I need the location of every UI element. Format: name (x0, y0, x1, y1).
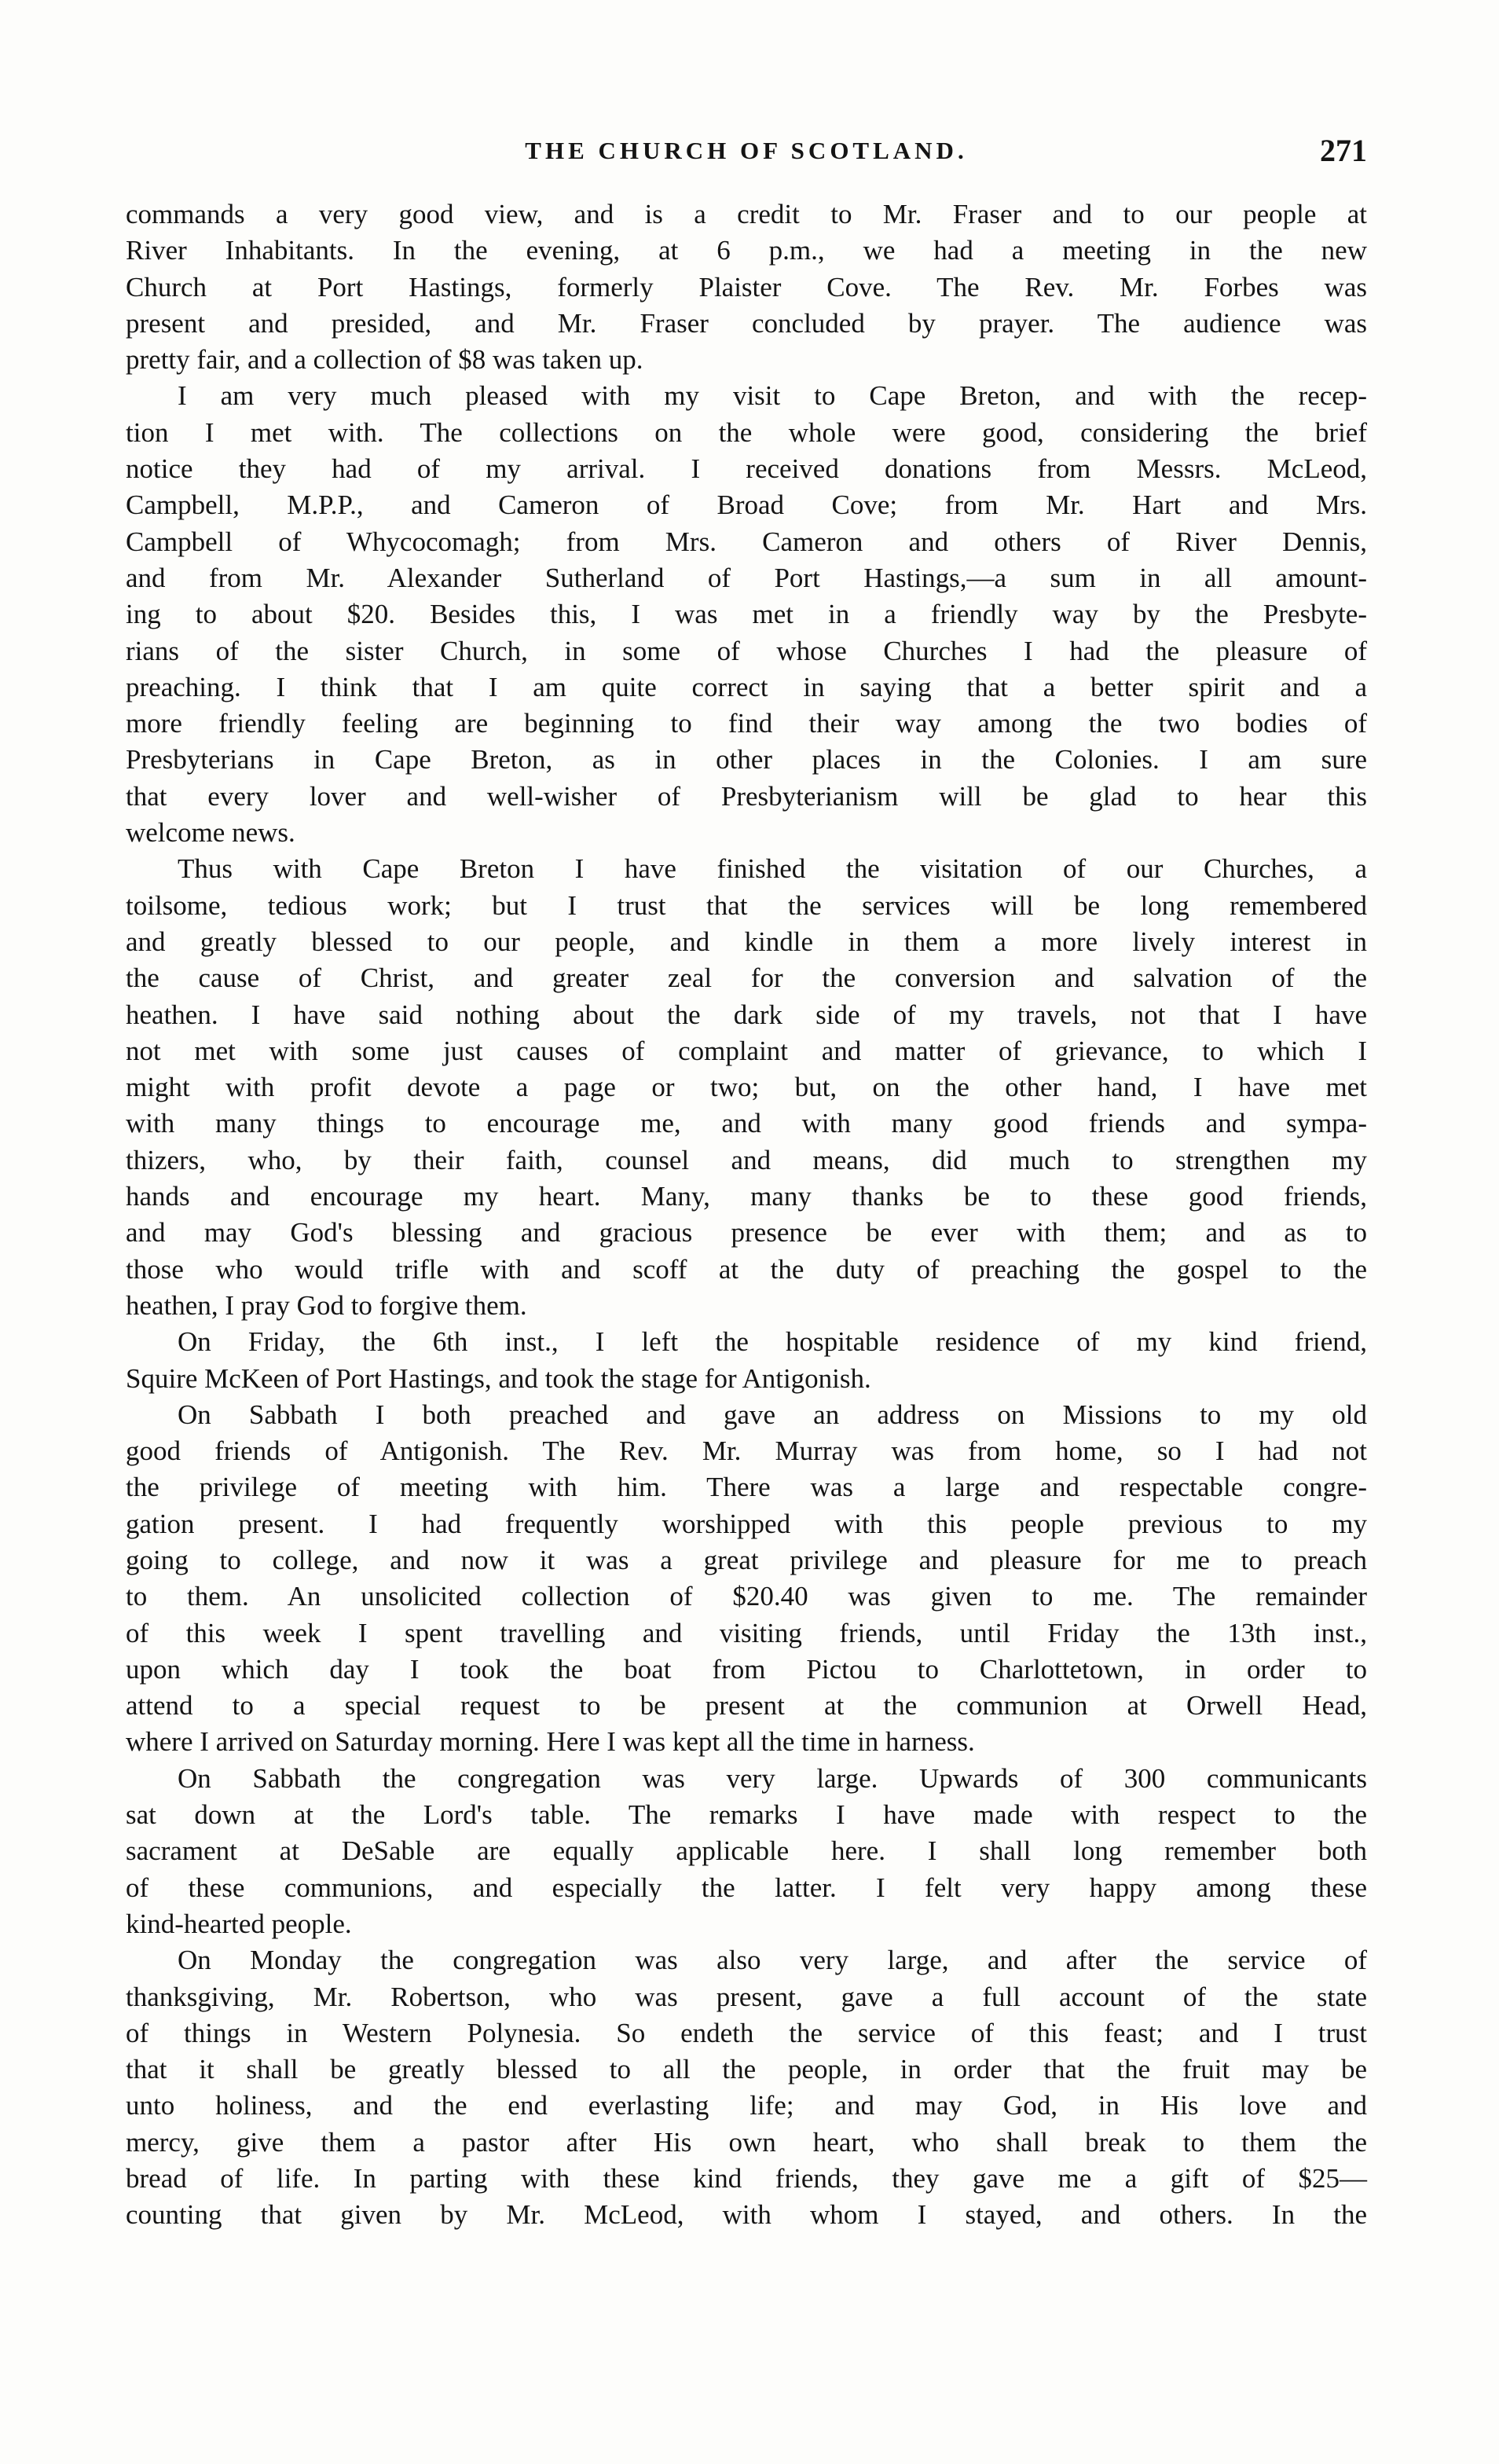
paragraph (126, 1761, 1367, 1942)
text-line: thanksgiving, Mr. Robertson, who was present, gave a full account of the state (126, 1981, 1367, 2012)
text-line: pretty fair, and a collection of $8 was taken up. (126, 344, 643, 376)
text-line: to them. An unsolicited collection of $20.40 was given to me. The remainder (126, 1581, 1367, 1612)
text-line: toilsome, tedious work; but I trust that the services will be long remembered (126, 889, 1367, 921)
text-line: On Monday the congregation was also very large, and after the service of (178, 1945, 1367, 1976)
text-line: thizers, who, by their faith, counsel and means, did much to strengthen my (126, 1144, 1367, 1175)
paragraph (126, 378, 1367, 851)
text-line: not met with some just causes of complaint and matter of grievance, to which I (126, 1035, 1367, 1066)
text-line: might with profit devote a page or two; but, on the other hand, I have met (126, 1072, 1367, 1103)
text-line: notice they had of my arrival. I received donations from Messrs. McLeod, (126, 453, 1367, 485)
text-line: Campbell, M.P.P., and Cameron of Broad Cove; from Mr. Hart and Mrs. (126, 490, 1367, 521)
text-line: River Inhabitants. In the evening, at 6 p.m., we had a meeting in the new (126, 235, 1367, 266)
text-line: going to college, and now it was a great privilege and pleasure for me to preach (126, 1544, 1367, 1575)
text-line: present and presided, and Mr. Fraser concluded by prayer. The audience was (126, 307, 1367, 339)
text-line: and from Mr. Alexander Sutherland of Port Hastings,—a sum in all amount- (126, 562, 1367, 593)
page-number: 271 (1320, 133, 1367, 168)
text-line: unto holiness, and the end everlasting life; and may God, in His love and (126, 2090, 1367, 2121)
paragraph (126, 1942, 1367, 2233)
text-line: mercy, give them a pastor after His own heart, who shall break to them the (126, 2126, 1367, 2158)
text-line: sat down at the Lord's table. The remarks I have made with respect to the (126, 1799, 1367, 1831)
text-line: bread of life. In parting with these kind friends, they gave me a gift of $25— (126, 2163, 1367, 2194)
body-text (126, 196, 1367, 2234)
text-line: Thus with Cape Breton I have finished the visitation of our Churches, a (178, 853, 1367, 885)
text-line: commands a very good view, and is a credit to Mr. Fraser and to our people at (126, 199, 1367, 229)
text-line: ing to about $20. Besides this, I was met in a friendly way by the Presbyte- (126, 599, 1367, 630)
text-line: the cause of Christ, and greater zeal for the conversion and salvation of the (126, 962, 1367, 994)
text-line: more friendly feeling are beginning to find their way among the two bodies of (126, 708, 1367, 739)
text-line: good friends of Antigonish. The Rev. Mr. Murray was from home, so I had not (126, 1436, 1367, 1467)
running-title: THE CHURCH OF SCOTLAND. (525, 137, 968, 164)
text-line: sacrament at DeSable are equally applicable here. I shall long remember both (126, 1835, 1367, 1867)
text-line: rians of the sister Church, in some of whose Churches I had the pleasure of (126, 635, 1367, 666)
text-line: kind-hearted people. (126, 1908, 352, 1939)
text-line: heathen. I have said nothing about the dark side of my travels, not that I have (126, 999, 1367, 1030)
text-line: preaching. I think that I am quite correct in saying that a better spirit and a (126, 671, 1367, 702)
text-line: heathen, I pray God to forgive them. (126, 1289, 527, 1321)
paragraph (126, 1324, 1367, 1397)
text-line: those who would trifle with and scoff at the duty of preaching the gospel to the (126, 1253, 1367, 1285)
running-header (126, 132, 1367, 179)
text-line: On Friday, the 6th inst., I left the hospitable residence of my kind friend, (178, 1326, 1367, 1358)
text-line: where I arrived on Saturday morning. Here I was kept all the time in harness. (126, 1726, 975, 1758)
text-line: attend to a special request to be present at the communion at Orwell Head, (126, 1690, 1367, 1722)
text-line: the privilege of meeting with him. There was a large and respectable congre- (126, 1472, 1367, 1503)
paragraph (126, 851, 1367, 1324)
text-line: with many things to encourage me, and with many good friends and sympa- (126, 1108, 1367, 1139)
paragraph (126, 196, 1367, 378)
text-line: of this week I spent travelling and visiting friends, until Friday the 13th inst., (126, 1617, 1367, 1648)
text-line: of things in Western Polynesia. So endeth the service of this feast; and I trust (126, 2017, 1367, 2048)
text-line: Squire McKeen of Port Hastings, and took the stage for Antigonish. (126, 1362, 871, 1394)
text-line: On Sabbath I both preached and gave an address on Missions to my old (178, 1399, 1367, 1430)
text-line: counting that given by Mr. McLeod, with whom I stayed, and others. In the (126, 2199, 1367, 2231)
text-line: Campbell of Whycocomagh; from Mrs. Cameron and others of River Dennis, (126, 526, 1367, 557)
text-line: tion I met with. The collections on the whole were good, considering the brief (126, 416, 1367, 448)
text-line: that it shall be greatly blessed to all the people, in order that the fruit may be (126, 2054, 1367, 2085)
text-line: upon which day I took the boat from Pictou to Charlottetown, in order to (126, 1653, 1367, 1685)
text-line: welcome news. (126, 817, 295, 849)
text-line: of these communions, and especially the latter. I felt very happy among these (126, 1872, 1367, 1903)
text-line: Presbyterians in Cape Breton, as in other places in the Colonies. I am sure (126, 744, 1367, 776)
text-line: that every lover and well-wisher of Presbyterianism will be glad to hear this (126, 780, 1367, 812)
text-line: and may God's blessing and gracious presence be ever with them; and as to (126, 1217, 1367, 1248)
text-line: hands and encourage my heart. Many, many thanks be to these good friends, (126, 1181, 1367, 1212)
text-line: Church at Port Hastings, formerly Plaister Cove. The Rev. Mr. Forbes was (126, 271, 1367, 302)
text-line: gation present. I had frequently worshipped with this people previous to my (126, 1508, 1367, 1539)
paragraph (126, 1397, 1367, 1761)
text-line: and greatly blessed to our people, and kindle in them a more lively interest in (126, 926, 1367, 957)
text-line: On Sabbath the congregation was very large. Upwards of 300 communicants (178, 1762, 1367, 1794)
text-line: I am very much pleased with my visit to Cape Breton, and with the recep- (178, 380, 1367, 412)
